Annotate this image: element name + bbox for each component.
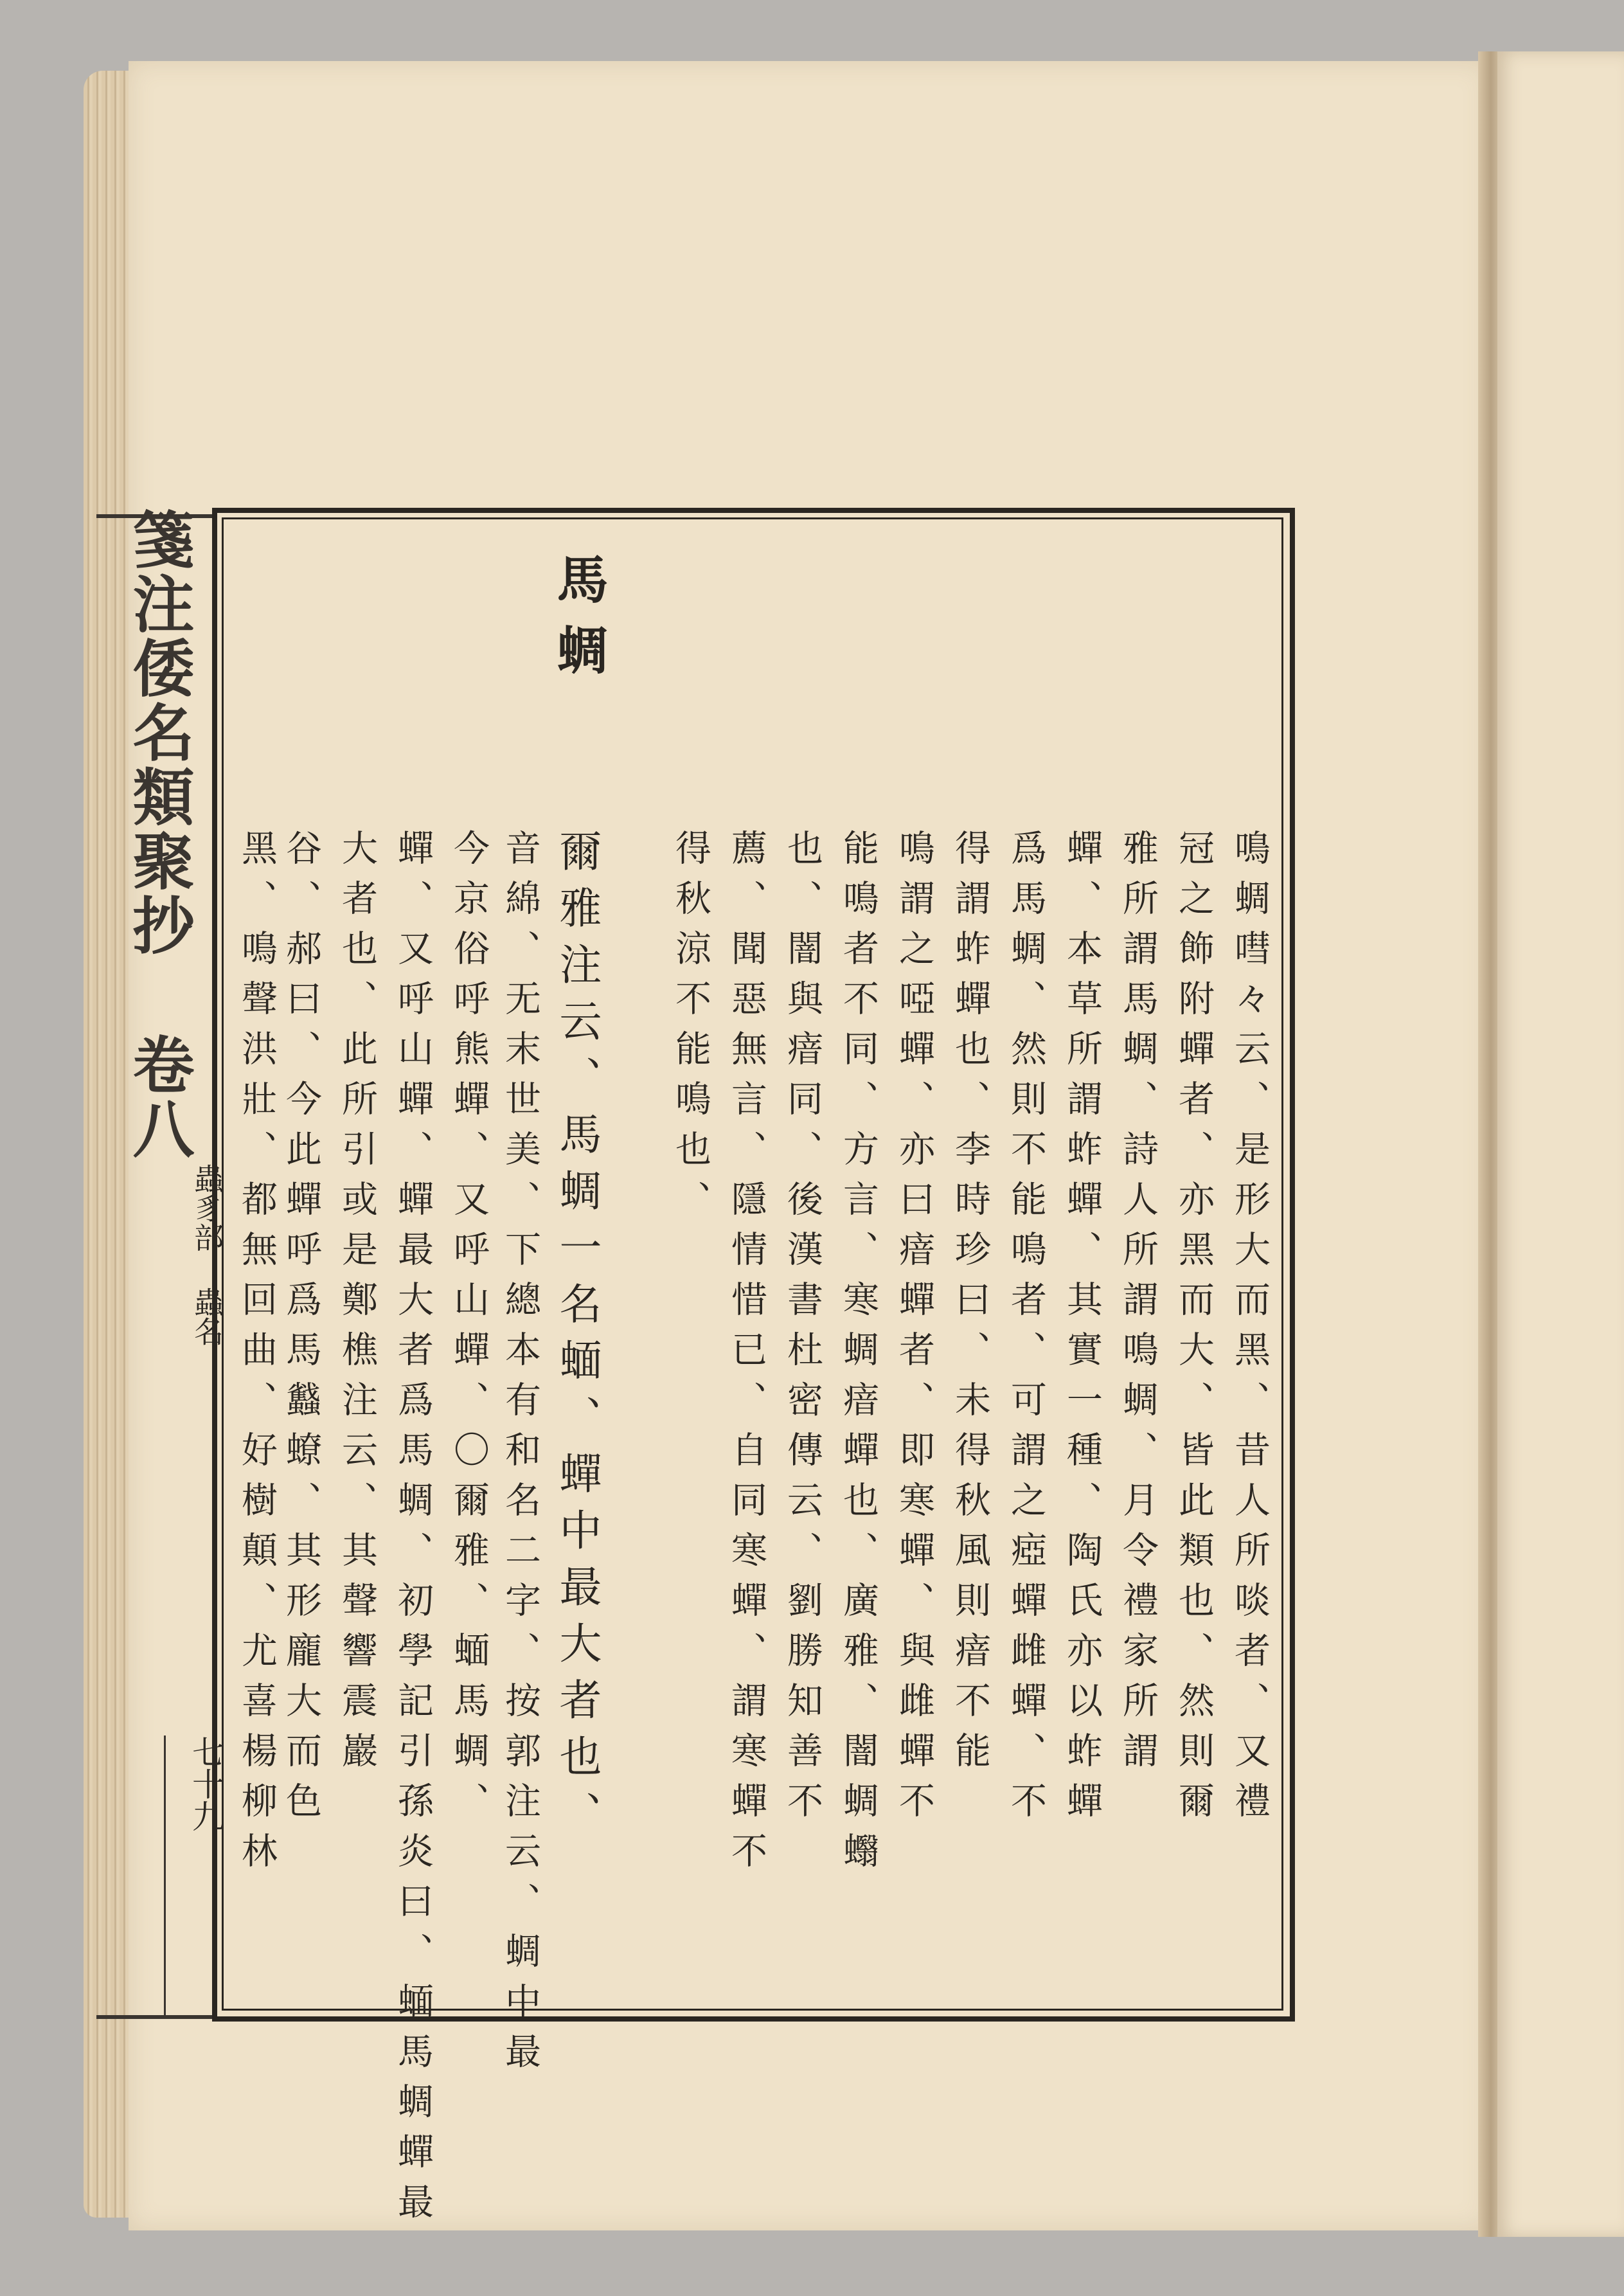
commentary-column: 鳴謂之啞蟬、亦曰瘖蟬者、即寒蟬、與雌蟬不	[893, 829, 935, 1832]
commentary-column: 得秋涼不能鳴也、	[670, 829, 711, 1230]
section-label: 蟲豸部 蟲名	[190, 1163, 224, 1346]
commentary-column: 雅所謂馬蜩、詩人所謂鳴蜩、月令禮家所謂	[1117, 829, 1159, 1782]
entry-main-text: 爾雅注云、馬蜩一名蝒、蟬中最大者也、	[552, 829, 602, 1847]
commentary-column: 鳴蜩嘒々云、是形大而黑、昔人所啖者、又禮	[1229, 829, 1271, 1832]
entry-main-note: 音綿、无末世美、下總本有和名二字、按郭注云、蜩中最	[499, 829, 541, 2083]
spine-rule-bottom	[96, 2015, 215, 2019]
commentary-column: 能鳴者不同、方言、寒蜩瘖蟬也、廣雅、闇蜩蠮	[837, 829, 879, 1882]
note-column: 黑、鳴聲洪壯、都無回曲、好樹顛、尤喜楊柳林	[236, 829, 278, 1882]
commentary-column: 薦、聞惡無言、隱情惜已、自同寒蟬、謂寒蟬不	[726, 829, 767, 1882]
entry-heading: 馬蜩	[548, 553, 609, 694]
page-number: 七十九	[187, 1735, 224, 1832]
commentary-column: 爲馬蜩、然則不能鳴者、可謂之瘂蟬雌蟬、不	[1005, 829, 1047, 1832]
commentary-column: 得謂蚱蟬也、李時珍曰、未得秋風則瘖不能	[949, 829, 991, 1782]
note-column: 谷、郝曰、今此蟬呼爲馬蠽蟟、其形龐大而色	[280, 829, 322, 1832]
commentary-column: 蟬、本草所謂蚱蟬、其實一種、陶氏亦以蚱蟬	[1061, 829, 1103, 1832]
facing-page	[1497, 51, 1624, 2237]
commentary-column: 也、闇與瘖同、後漢書杜密傳云、劉勝知善不	[781, 829, 823, 1832]
note-column: 大者也、此所引或是鄭樵注云、其聲響震巖	[336, 829, 378, 1782]
book-title: 箋注倭名類聚抄 卷八	[123, 508, 195, 1161]
spine-vertical-rule	[164, 1735, 166, 2015]
note-column: 今京俗呼熊蟬、又呼山蟬、〇爾雅、蝒馬蜩、	[448, 829, 490, 1832]
note-column: 蟬、又呼山蟬、蟬最大者爲馬蜩、初學記引孫炎曰、蝒馬蜩蟬最	[392, 829, 434, 2233]
commentary-column: 冠之飾附蟬者、亦黑而大、皆此類也、然則爾	[1173, 829, 1215, 1832]
